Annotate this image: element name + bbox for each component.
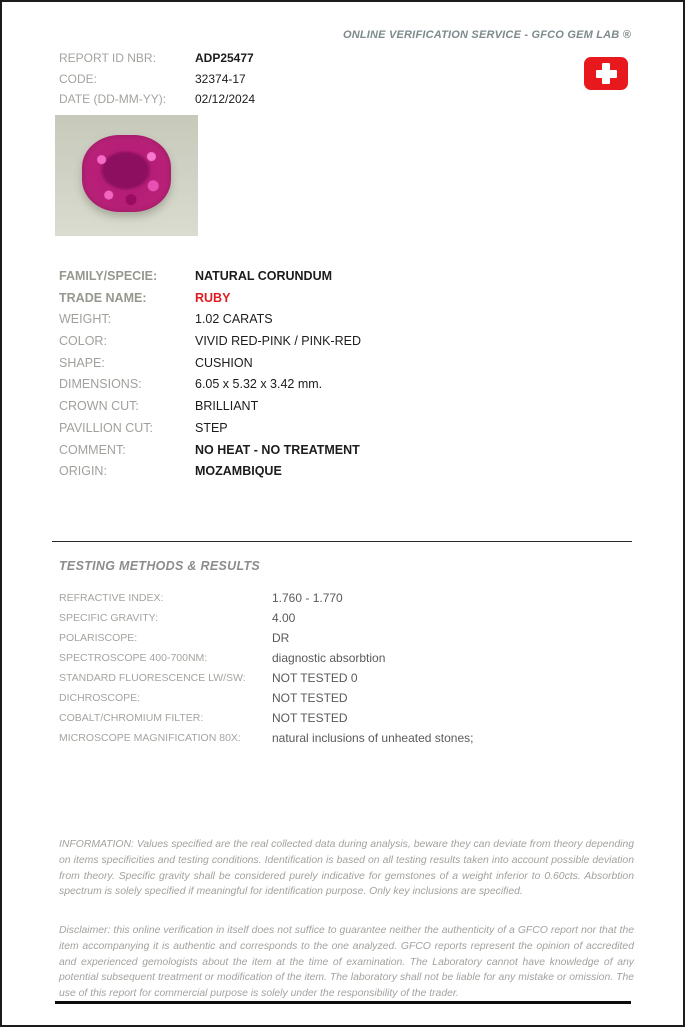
dichroscope-label: DICHROSCOPE:	[59, 692, 141, 704]
swiss-flag-icon	[584, 57, 628, 90]
information-paragraph: INFORMATION: Values specified are the real collected data during analysis, beware they can deviate from theory depending on items specificities and testing conditions. Identification is based on all testing results taken into account possible deviation from theory. Specific gravity shall be considered purely indicative for gemstones of a weight inferior to 0.60cts. Absorbtion spectrum is solely specified if meaningful for identification purpose. Only key inclusions are specified.	[59, 839, 634, 898]
spectroscope-label: SPECTROSCOPE 400-700NM:	[59, 652, 208, 664]
refractive-index-label: REFRACTIVE INDEX:	[59, 592, 164, 604]
date-label: DATE (DD-MM-YY):	[59, 92, 167, 106]
cobalt-filter-value: NOT TESTED	[272, 711, 348, 725]
microscope-label: MICROSCOPE MAGNIFICATION 80X:	[59, 732, 241, 744]
testing-section	[59, 588, 473, 748]
family-specie-value: NATURAL CORUNDUM	[195, 269, 333, 283]
property-row	[59, 374, 361, 396]
polariscope-value: DR	[272, 631, 290, 645]
pavillion-cut-label: PAVILLION CUT:	[59, 420, 154, 435]
trade-name-value: RUBY	[195, 290, 231, 305]
dimensions-value: 6.05 x 5.32 x 3.42 mm.	[195, 377, 323, 392]
disclaimer-paragraph: Disclaimer: this online verification in itself does not suffice to guarantee neither the authenticity of a GFCO report nor that the item accompanying it is authentic and corresponds to the one analyzed. GFCO reports represent the opinion of accredited and experienced gemologists about the item at the time of examination. The Laboratory cannot have knowledge of any potential subsequent treatment or modification of the item. The laboratory shall not be liable for any mistake or omission. The use of this report for commercial purpose is solely under the responsibility of the trader.	[59, 925, 634, 1000]
report-header	[59, 48, 255, 110]
property-row	[59, 309, 361, 331]
origin-value: MOZAMBIQUE	[195, 464, 282, 479]
property-row	[59, 331, 361, 353]
color-label: COLOR:	[59, 334, 107, 349]
trade-name-label: TRADE NAME:	[59, 290, 147, 305]
code-label: CODE:	[59, 71, 98, 86]
report-id-label: REPORT ID NBR:	[59, 51, 156, 65]
polariscope-label: POLARISCOPE:	[59, 632, 138, 644]
shape-label: SHAPE:	[59, 355, 105, 370]
testing-section-heading: TESTING METHODS & RESULTS	[59, 559, 261, 573]
report-id-value: ADP25477	[195, 51, 254, 65]
test-row	[59, 648, 473, 668]
header-row-date	[59, 89, 255, 110]
weight-value: 1.02 CARATS	[195, 312, 273, 327]
comment-value: NO HEAT - NO TREATMENT	[195, 442, 360, 457]
crown-cut-value: BRILLIANT	[195, 399, 259, 414]
swiss-cross-horizontal	[596, 70, 617, 78]
header-row-report-id	[59, 48, 255, 69]
property-row	[59, 288, 361, 310]
spectroscope-value: diagnostic absorbtion	[272, 651, 386, 665]
code-value: 32374-17	[195, 71, 246, 86]
microscope-value: natural inclusions of unheated stones;	[272, 731, 474, 745]
page-title: ONLINE VERIFICATION SERVICE - GFCO GEM LAB ®	[342, 29, 631, 41]
dichroscope-value: NOT TESTED	[272, 691, 348, 705]
pavillion-cut-value: STEP	[195, 420, 228, 435]
date-value: 02/12/2024	[195, 92, 256, 106]
section-divider	[52, 541, 632, 542]
bottom-rule	[55, 1001, 631, 1004]
test-row	[59, 628, 473, 648]
test-row	[59, 728, 473, 748]
family-specie-label: FAMILY/SPECIE:	[59, 269, 158, 283]
fluorescence-label: STANDARD FLUORESCENCE LW/SW:	[59, 672, 246, 684]
comment-label: COMMENT:	[59, 442, 126, 457]
crown-cut-label: CROWN CUT:	[59, 399, 139, 414]
shape-value: CUSHION	[195, 355, 253, 370]
test-row	[59, 608, 473, 628]
property-row	[59, 461, 361, 483]
header-row-code	[59, 69, 255, 90]
dimensions-label: DIMENSIONS:	[59, 377, 142, 392]
property-row	[59, 440, 361, 462]
test-row	[59, 688, 473, 708]
fluorescence-value: NOT TESTED 0	[272, 671, 358, 685]
origin-label: ORIGIN:	[59, 464, 107, 479]
color-value: VIVID RED-PINK / PINK-RED	[195, 334, 361, 349]
weight-label: WEIGHT:	[59, 312, 112, 327]
property-row	[59, 266, 361, 288]
refractive-index-value: 1.760 - 1.770	[272, 591, 343, 605]
gem-photo	[55, 115, 198, 236]
cobalt-filter-label: COBALT/CHROMIUM FILTER:	[59, 712, 204, 724]
property-row	[59, 418, 361, 440]
ruby-gem-image	[82, 135, 171, 212]
test-row	[59, 588, 473, 608]
specific-gravity-value: 4.00	[272, 611, 296, 625]
test-row	[59, 708, 473, 728]
specific-gravity-label: SPECIFIC GRAVITY:	[59, 612, 158, 624]
test-row	[59, 668, 473, 688]
identification-section	[59, 266, 361, 483]
property-row	[59, 396, 361, 418]
property-row	[59, 353, 361, 375]
